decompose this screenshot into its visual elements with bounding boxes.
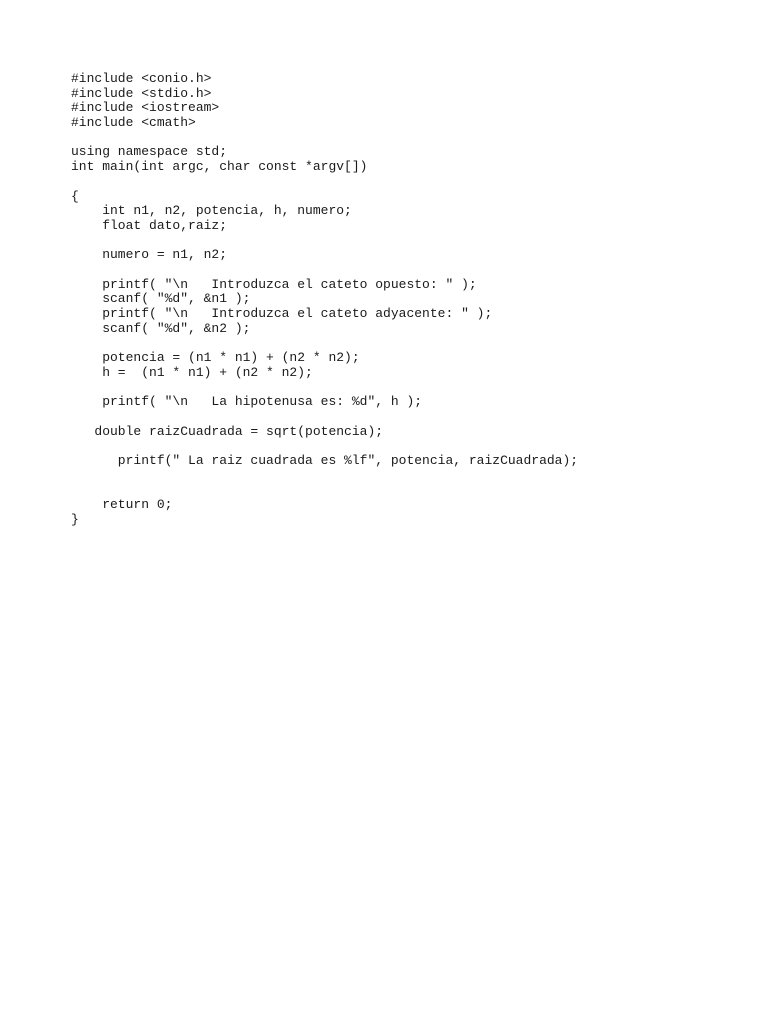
code-line: float dato,raiz; xyxy=(71,217,228,233)
code-line: scanf( "%d", &n2 ); xyxy=(71,320,251,336)
code-line xyxy=(71,234,578,249)
code-line: return 0; xyxy=(71,496,173,512)
code-line: { xyxy=(71,188,79,204)
code-line xyxy=(71,263,578,278)
code-line: int n1, n2, potencia, h, numero; xyxy=(71,203,352,219)
code-line xyxy=(71,336,578,351)
code-line: #include <iostream> xyxy=(71,100,220,116)
code-line: printf(" La raiz cuadrada es %lf", potencia, raizCuadrada); xyxy=(71,452,579,468)
code-line: } xyxy=(71,511,79,527)
code-line xyxy=(71,469,578,484)
code-line: #include <stdio.h> xyxy=(71,85,212,101)
code-line: printf( "\n La hipotenusa es: %d", h ); xyxy=(71,394,423,410)
code-line xyxy=(71,175,578,190)
code-line: printf( "\n Introduzca el cateto opuesto: " ); xyxy=(71,276,477,292)
code-line xyxy=(71,410,578,425)
code-line: #include <conio.h> xyxy=(71,71,212,86)
code-line: double raizCuadrada = sqrt(potencia); xyxy=(71,423,384,439)
source-code xyxy=(71,72,578,527)
code-line: #include <cmath> xyxy=(71,115,196,131)
code-line xyxy=(71,483,578,498)
code-line: int main(int argc, char const *argv[]) xyxy=(71,159,368,175)
code-line xyxy=(71,439,578,454)
code-line: h = (n1 * n1) + (n2 * n2); xyxy=(71,364,313,380)
code-line: numero = n1, n2; xyxy=(71,247,228,263)
code-line: potencia = (n1 * n1) + (n2 * n2); xyxy=(71,350,360,366)
code-line: using namespace std; xyxy=(71,144,228,160)
code-line xyxy=(71,380,578,395)
code-line xyxy=(71,131,578,146)
code-line: printf( "\n Introduzca el cateto adyacente: " ); xyxy=(71,306,493,321)
code-line: scanf( "%d", &n1 ); xyxy=(71,291,251,307)
